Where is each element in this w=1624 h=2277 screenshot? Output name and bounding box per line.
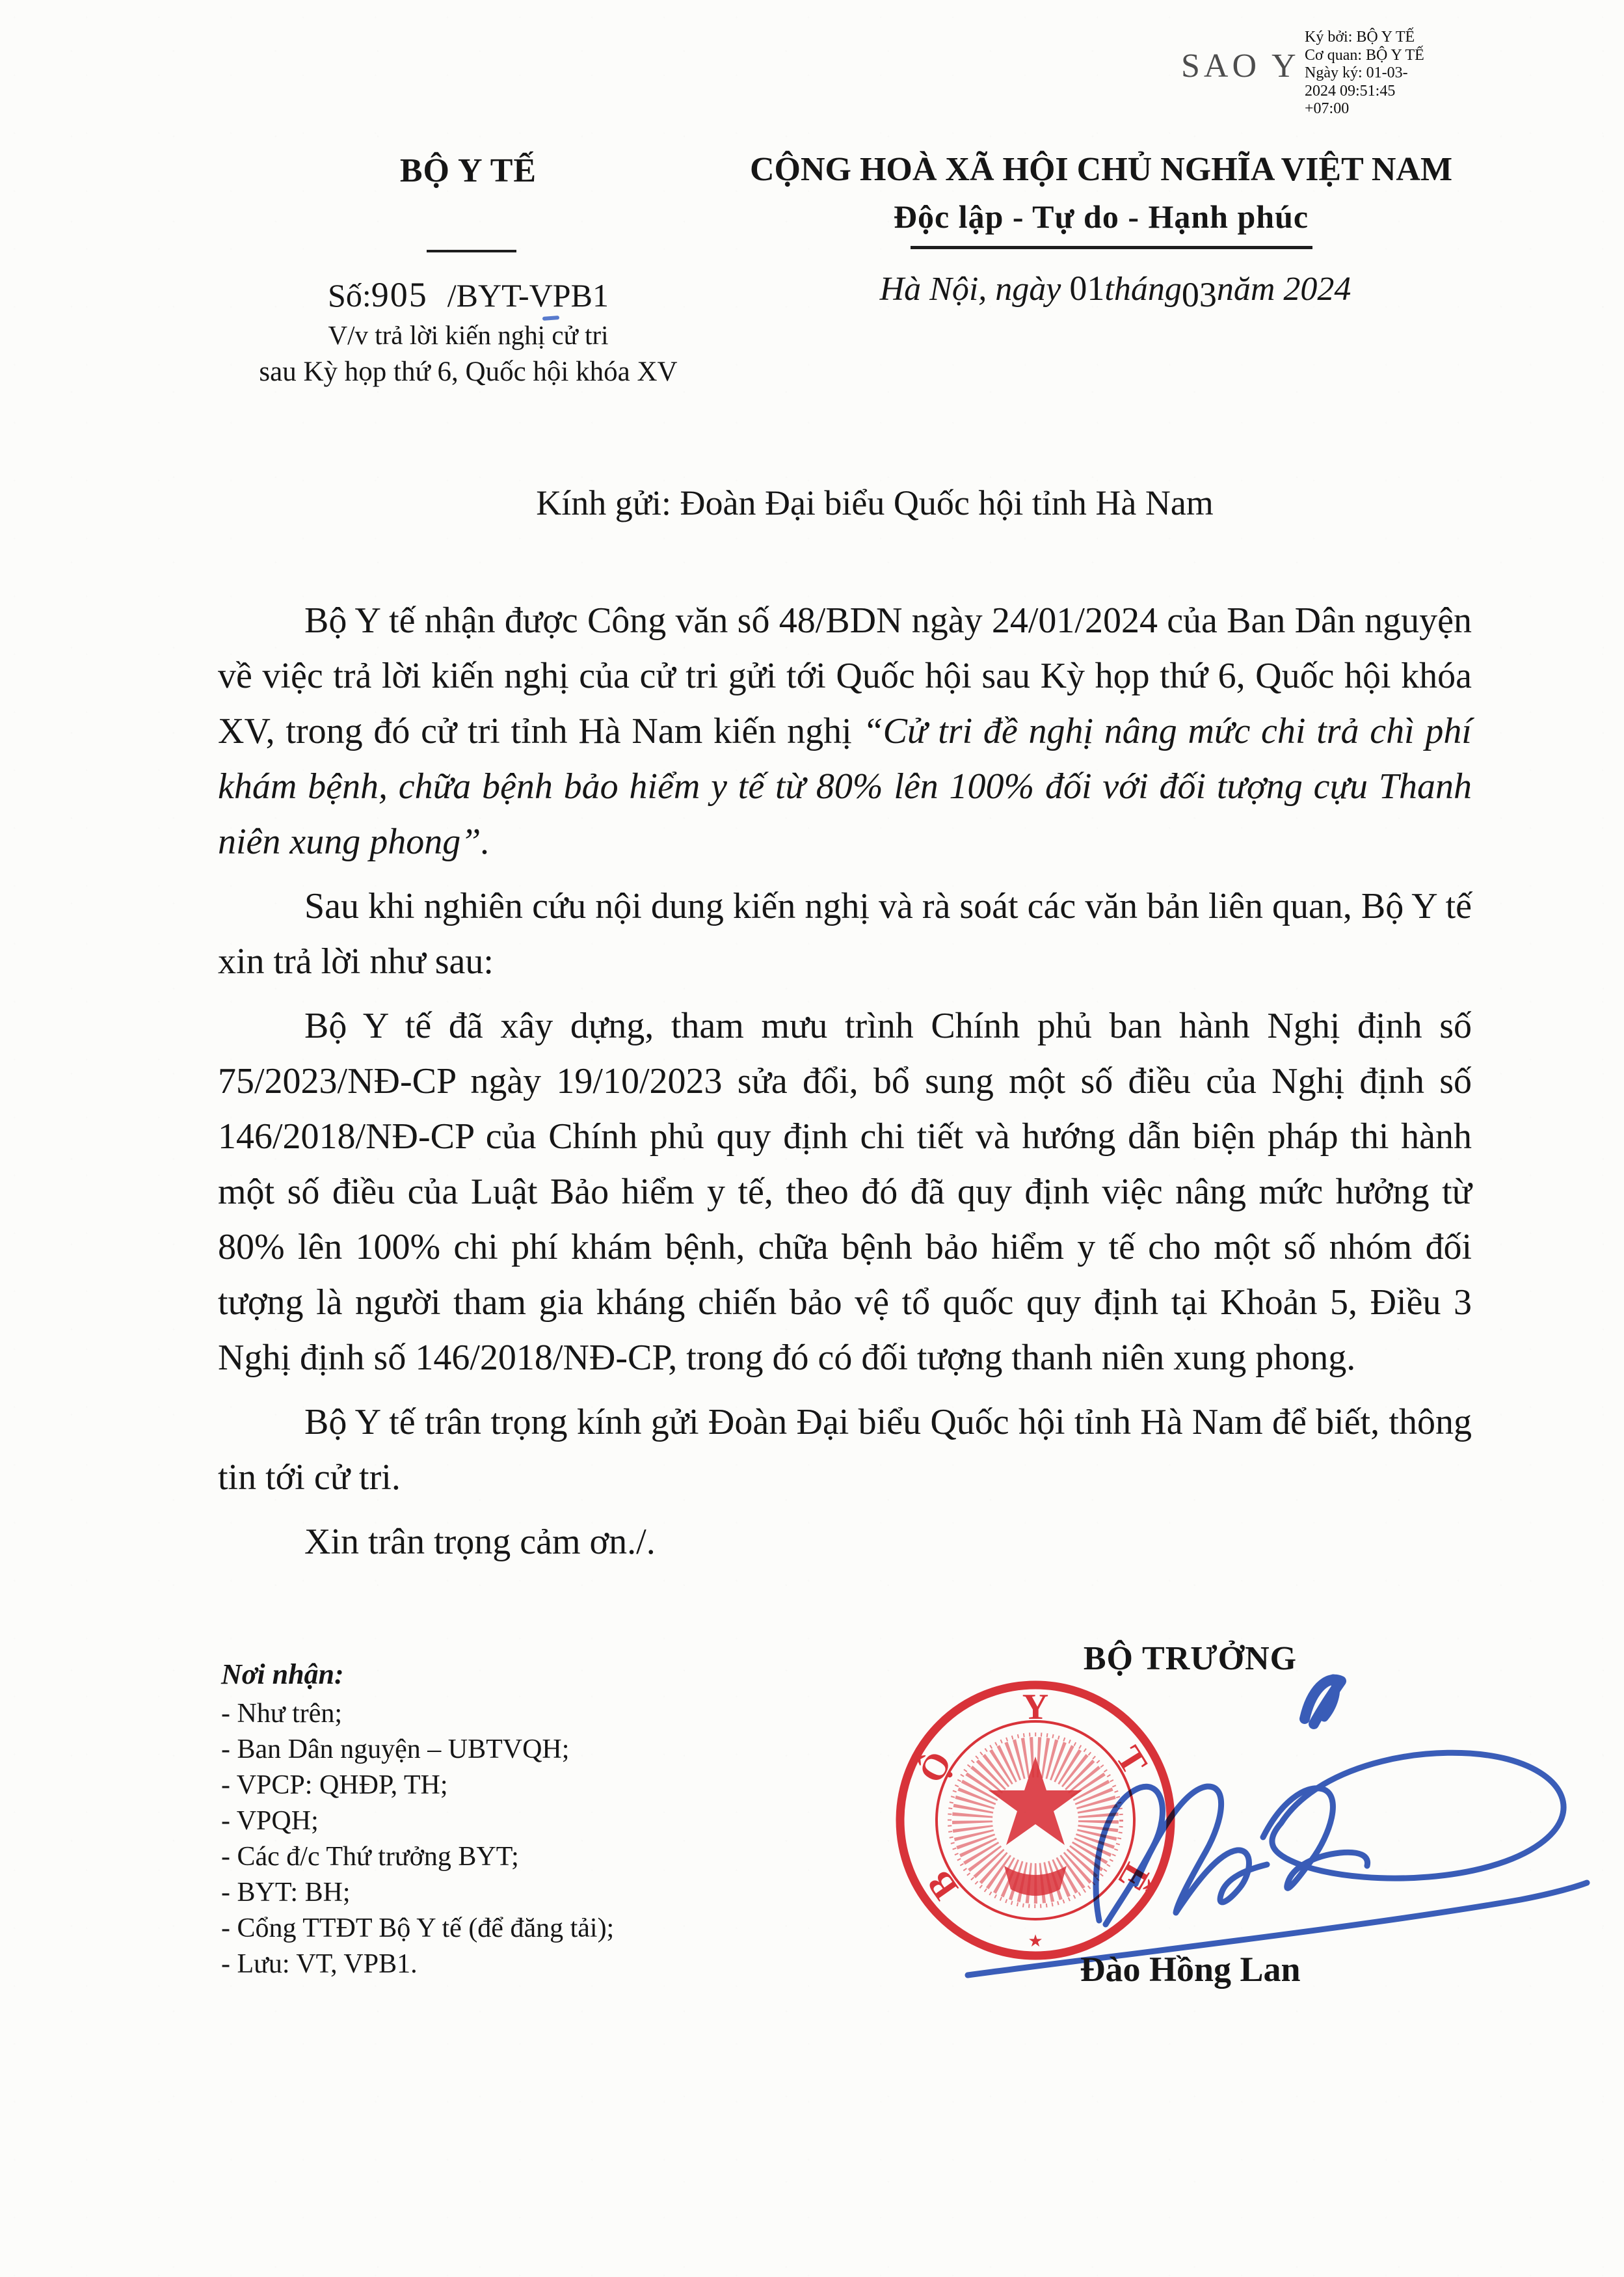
- date-month: 03: [1181, 275, 1217, 314]
- recipient-item: - Các đ/c Thứ trưởng BYT;: [221, 1842, 519, 1872]
- seal-letter: Y: [1022, 1687, 1049, 1727]
- subject-line-2: sau Kỳ họp thứ 6, Quốc hội khóa XV: [259, 357, 678, 387]
- doc-number-suffix: /BYT-VPB1: [447, 277, 609, 314]
- paragraph-1-quote: “Cử tri đề nghị nâng mức chi trả chì phí khám bệnh, chữa bệnh bảo hiểm y tế từ 80% lên 100% đối với đối tượng cựu Thanh niên xung phong”.: [218, 711, 1472, 862]
- body-paragraph-5: Xin trân trọng cảm ơn./.: [304, 1522, 656, 1562]
- seal-letter: T: [1108, 1739, 1155, 1782]
- salutation-line: Kính gửi: Đoàn Đại biểu Quốc hội tỉnh Hà Nam: [536, 483, 1214, 522]
- seal-bottom-star: ★: [1028, 1932, 1043, 1950]
- doc-number-prefix: Số:: [328, 277, 371, 314]
- certification-meta-line: Cơ quan: BỘ Y TẾ: [1305, 46, 1424, 64]
- certification-metadata: [1305, 29, 1474, 118]
- recipient-item: - Cổng TTĐT Bộ Y tế (để đăng tải);: [221, 1913, 615, 1943]
- certification-meta-line: Ký bởi: BỘ Y TẾ: [1305, 29, 1415, 46]
- recipients-label: Nơi nhận:: [221, 1658, 344, 1690]
- national-title: CỘNG HOÀ XÃ HỘI CHỦ NGHĨA VIỆT NAM: [749, 151, 1453, 188]
- seal-letter: B: [919, 1863, 966, 1907]
- body-paragraph-2: Sau khi nghiên cứu nội dung kiến nghị và rà soát các văn bản liên quan, Bộ Y tế xin trả lời như sau:: [218, 886, 1472, 982]
- recipient-item: - VPCP: QHĐP, TH;: [221, 1770, 448, 1800]
- date-day: 01: [1069, 269, 1105, 308]
- body-paragraph-1: [218, 593, 1472, 870]
- recipient-item: - VPQH;: [221, 1806, 319, 1836]
- recipient-item: - Ban Dân nguyện – UBTVQH;: [221, 1734, 570, 1764]
- recipient-item: - Lưu: VT, VPB1.: [221, 1949, 418, 1979]
- certification-meta-line: Ngày ký: 01-03-: [1305, 64, 1408, 81]
- subject-line-1: V/v trả lời kiến nghị cử tri: [328, 320, 609, 350]
- issuing-org-name: BỘ Y TẾ: [399, 152, 537, 189]
- letter-body: [218, 593, 1472, 1579]
- certification-sao-y-label: SAO Y: [1181, 47, 1300, 85]
- motto-underline-rule: [911, 246, 1312, 249]
- body-paragraph-4: Bộ Y tế trân trọng kính gửi Đoàn Đại biểu Quốc hội tỉnh Hà Nam để biết, thông tin tới cử tri.: [218, 1402, 1472, 1498]
- recipients-block: [221, 1658, 806, 1982]
- certification-meta-line: 2024 09:51:45: [1305, 82, 1396, 100]
- seal-letter: Ộ: [911, 1745, 960, 1790]
- paragraph-1-text: Bộ Y tế nhận được Công văn số 48/BDN ngày 24/01/2024 của Ban Dân nguyện về việc trả lời kiến nghị của cử tri gửi tới Quốc hội sau Kỳ họp thứ 6, Quốc hội khóa XV, trong đó cử tri tỉnh Hà Nam kiến nghị: [218, 600, 1472, 751]
- seal-letter: Ế: [1110, 1856, 1157, 1898]
- org-underline-rule: [427, 250, 516, 252]
- doc-number-value: 905: [371, 275, 428, 314]
- date-thang: tháng: [1104, 271, 1182, 308]
- place-date-line: [741, 268, 1489, 314]
- signer-title: BỘ TRƯỞNG: [1083, 1640, 1298, 1677]
- document-number: [250, 275, 686, 315]
- recipient-item: - Như trên;: [221, 1699, 343, 1729]
- signer-name: Đào Hồng Lan: [1080, 1950, 1301, 1989]
- date-suffix: năm 2024: [1216, 271, 1351, 308]
- national-motto: Độc lập - Tự do - Hạnh phúc: [893, 198, 1309, 235]
- body-paragraph-3: Bộ Y tế đã xây dựng, tham mưu trình Chính phủ ban hành Nghị định số 75/2023/NĐ-CP ngày 19/10/2023 sửa đổi, bổ sung một số điều của Nghị định số 146/2018/NĐ-CP của Chính phủ quy định chi tiết và hướng dẫn biện pháp thi hành một số điều của Luật Bảo hiểm y tế, theo đó đã quy định việc nâng mức hưởng từ 80% lên 100% chi phí khám bệnh, chữa bệnh bảo hiểm y tế cho một số nhóm đối tượng là người tham gia kháng chiến bảo vệ tổ quốc quy định tại Khoản 5, Điều 3 Nghị định số 146/2018/NĐ-CP, trong đó có đối tượng thanh niên xung phong.: [218, 1006, 1472, 1378]
- handwritten-signature: [943, 1652, 1606, 1991]
- certification-meta-line: +07:00: [1305, 100, 1350, 117]
- recipient-item: - BYT: BH;: [221, 1878, 351, 1907]
- date-prefix: Hà Nội, ngày: [879, 271, 1070, 308]
